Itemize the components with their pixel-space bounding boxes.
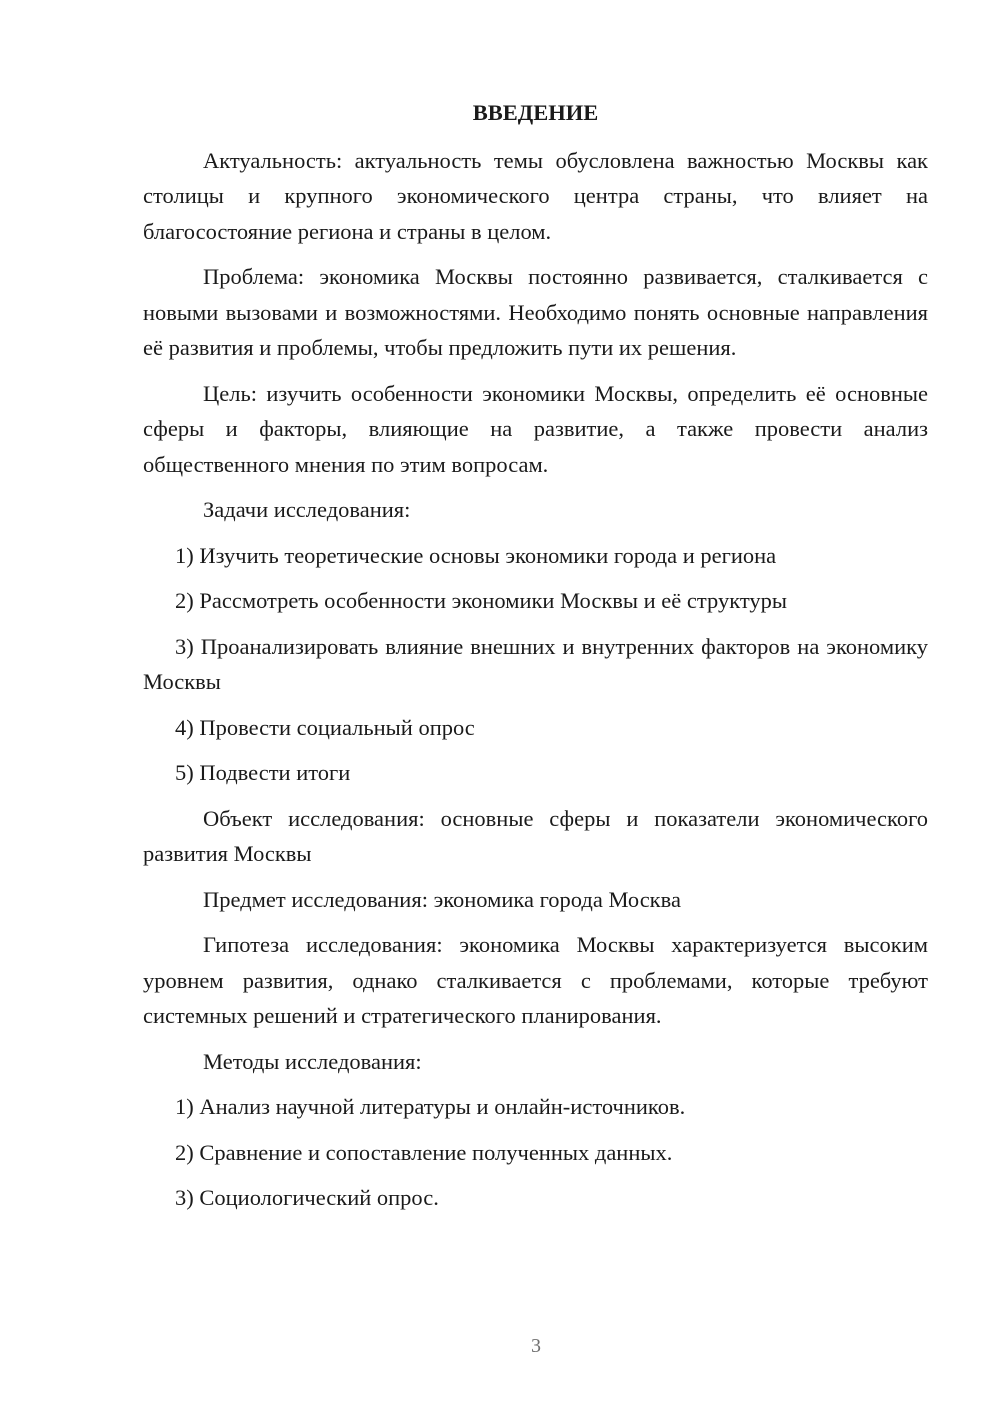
section-title: ВВЕДЕНИЕ <box>472 100 599 125</box>
subject-paragraph: Предмет исследования: экономика города Москва <box>203 886 681 912</box>
methods-heading: Методы исследования: <box>203 1048 422 1074</box>
hypothesis-paragraph: Гипотеза исследования: экономика Москвы характеризуется высоким уровнем развития, однако сталкивается с проблемами, которые требуют системных решений и стратегического планирования. <box>143 932 928 1028</box>
page-number: 3 <box>531 1335 541 1357</box>
method-item: 3) Социологический опрос. <box>175 1185 439 1210</box>
problem-paragraph: Проблема: экономика Москвы постоянно развивается, сталкивается с новыми вызовами и возможностями. Необходимо понять основные направления её развития и проблемы, чтобы предложить пути их решения. <box>143 264 928 360</box>
method-item: 1) Анализ научной литературы и онлайн-источников. <box>175 1094 686 1119</box>
object-paragraph: Объект исследования: основные сферы и показатели экономического развития Москвы <box>143 805 928 866</box>
task-item: 5) Подвести итоги <box>175 760 351 785</box>
task-item: 1) Изучить теоретические основы экономики города и региона <box>175 542 777 568</box>
method-item: 2) Сравнение и сопоставление полученных данных. <box>175 1139 673 1165</box>
task-item: 3) Проанализировать влияние внешних и внутренних факторов на экономику Москвы <box>143 633 928 694</box>
tasks-heading: Задачи исследования: <box>203 497 411 522</box>
relevance-paragraph: Актуальность: актуальность темы обусловлена важностью Москвы как столицы и крупного экономического центра страны, что влияет на благосостояние региона и страны в целом. <box>143 147 928 244</box>
task-item: 2) Рассмотреть особенности экономики Москвы и её структуры <box>175 588 787 613</box>
task-item: 4) Провести социальный опрос <box>175 714 475 740</box>
goal-paragraph: Цель: изучить особенности экономики Москвы, определить её основные сферы и факторы, влияющие на развитие, а также провести анализ общественного мнения по этим вопросам. <box>143 380 928 477</box>
page-content <box>143 95 928 1226</box>
